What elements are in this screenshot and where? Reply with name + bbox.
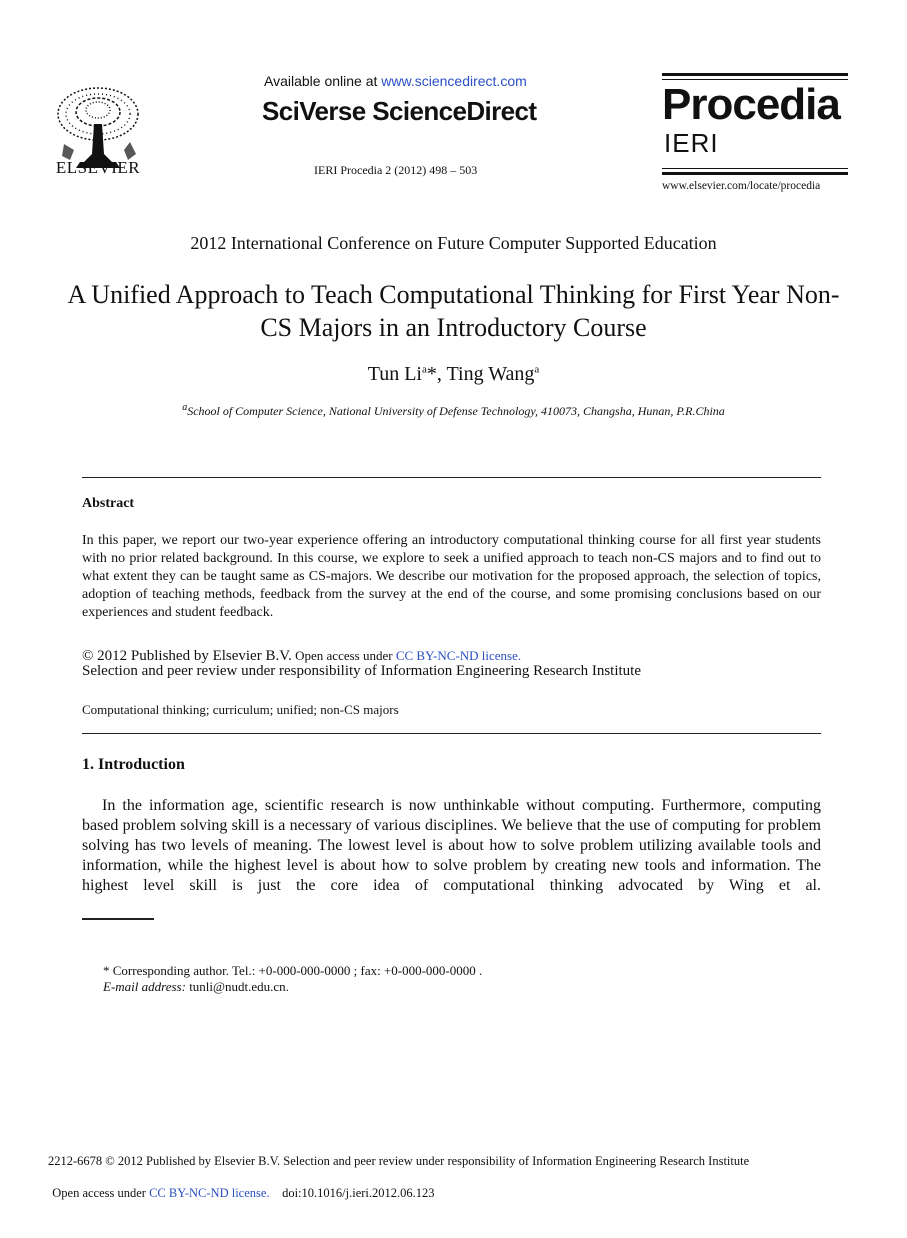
author-name: Ting Wang: [446, 363, 535, 385]
footer-open-access: Open access under: [52, 1186, 150, 1200]
email-address[interactable]: tunli@nudt.edu.cn.: [185, 979, 289, 994]
footer-issn-line: 2212-6678 © 2012 Published by Elsevier B.V. Selection and peer review under responsibility of Information Engineering Research Institute: [48, 1154, 750, 1168]
open-access-text: Open access under: [291, 648, 396, 663]
paragraph: In the information age, scientific research is now unthinkable without computing. Furthermore, computing based problem solving skill is a necessary of various disciplines. We believe that the use of computing for problem solving has two levels of meaning. The lowest level is about how to solve problem utilizing available tools and information, while the highest level is about how to solve problem by creating new tools and information. The highest level skill is just the core idea of computational thinking advocated by Wing et al.: [82, 797, 821, 894]
footnote-rule: [82, 918, 154, 920]
abstract-top-rule: [82, 477, 821, 478]
paper-title: A Unified Approach to Teach Computational Thinking for First Year Non-CS Majors in an Introductory Course: [67, 280, 840, 342]
abstract-text: In this paper, we report our two-year experience offering an introductory computational thinking course for all first year students with no prior related background. In this course, we explore to seek a unified approach to teach non-CS majors and to find out to what extent they can be taught same as CS-majors. We describe our motivation for the proposed approach, the selection of topics, adoption of teaching methods, feedback from the survey at the end of the course, and some promising conclusions based on our experiences and student feedback.: [82, 533, 821, 620]
corresponding-mark: *: [426, 363, 437, 385]
footer-doi-line: [46, 1171, 435, 1201]
peer-review-statement: Selection and peer review under responsibility of Information Engineering Research Institute: [82, 663, 641, 679]
available-prefix: Available online at: [264, 73, 382, 89]
journal-reference: IERI Procedia 2 (2012) 498 – 503: [314, 163, 478, 177]
procedia-title: Procedia: [662, 80, 840, 129]
publisher-wordmark: ELSEVIER: [55, 158, 141, 177]
author-affiliation-mark: a: [422, 363, 427, 376]
available-online: [264, 73, 527, 89]
footer-doi[interactable]: doi:10.1016/j.ieri.2012.06.123: [269, 1186, 435, 1200]
abstract-bottom-rule: [82, 733, 821, 734]
corresponding-author-note: * Corresponding author. Tel.: +0-000-000-0000 ; fax: +0-000-000-0000 .: [103, 963, 483, 978]
abstract-heading: Abstract: [82, 496, 135, 511]
affiliation: [0, 402, 907, 419]
copyright-text: © 2012 Published by Elsevier B.V.: [82, 648, 292, 664]
keywords: Computational thinking; curriculum; unified; non-CS majors: [82, 702, 399, 717]
author-separator: ,: [436, 363, 447, 385]
footer-license-link[interactable]: CC BY-NC-ND license.: [149, 1186, 270, 1200]
platform-logo: SciVerse ScienceDirect: [262, 96, 537, 126]
sciencedirect-link[interactable]: www.sciencedirect.com: [381, 73, 527, 89]
email-label: E-mail address:: [103, 979, 186, 994]
email-note: [103, 979, 289, 995]
procedia-subtitle: IERI: [664, 128, 719, 158]
license-link[interactable]: CC BY-NC-ND license.: [395, 648, 522, 663]
author-name: Tun Li: [367, 363, 422, 385]
conference-name: 2012 International Conference on Future Computer Supported Education: [190, 233, 717, 253]
author-list: [0, 363, 907, 386]
author-affiliation-mark: a: [534, 363, 540, 376]
section-body: [82, 796, 821, 896]
affiliation-mark: a: [182, 402, 188, 413]
procedia-bottom-rule: [662, 172, 848, 175]
affiliation-text: School of Computer Science, National University of Defense Technology, 410073, Changsha, Hunan, P.R.China: [187, 404, 725, 418]
section-heading: 1. Introduction: [82, 756, 185, 773]
procedia-url[interactable]: www.elsevier.com/locate/procedia: [662, 180, 821, 192]
